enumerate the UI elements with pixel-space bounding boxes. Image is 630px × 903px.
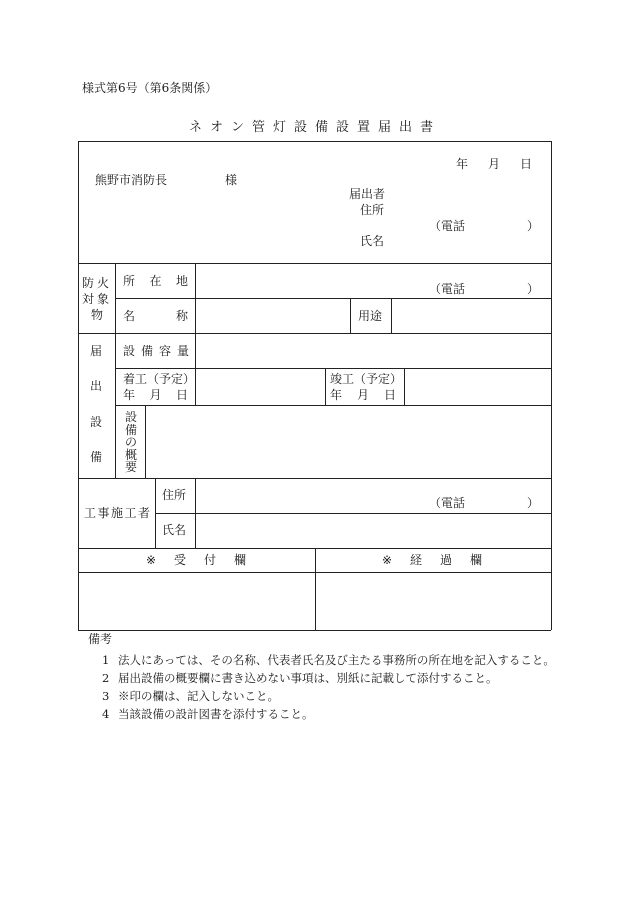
fire-object-group-line-2: 対象 xyxy=(82,292,113,306)
date-day-label: 日 xyxy=(519,157,532,171)
contractor-char: 事 xyxy=(97,506,110,520)
overview-char: 備 xyxy=(124,422,137,437)
overview-char: 設 xyxy=(124,410,137,424)
construction-start-label: 着工（予定） xyxy=(123,372,196,386)
notifier-label: 届出者 xyxy=(349,187,386,201)
fire-object-group-label xyxy=(82,275,112,323)
progress-char: 経 xyxy=(410,553,423,567)
reception-char: 欄 xyxy=(233,553,246,567)
form-number-label: 様式第6号（第6条関係） xyxy=(82,81,218,95)
remark-number: 4 xyxy=(102,707,110,721)
remark-note xyxy=(102,709,314,721)
start-month-label: 月 xyxy=(149,388,162,402)
reception-char: 付 xyxy=(203,553,216,567)
fire-object-group-line-3: 物 xyxy=(90,308,103,322)
remark-text: 当該設備の設計図書を添付すること。 xyxy=(118,707,314,721)
overview-char: の xyxy=(124,435,137,449)
end-day-label: 日 xyxy=(383,388,396,402)
location-label xyxy=(123,275,188,287)
location-phone-open: （電話 xyxy=(429,282,466,296)
notifier-phone-open: （電話 xyxy=(429,219,466,233)
overview-char: 要 xyxy=(124,460,137,474)
progress-column-label xyxy=(382,554,482,566)
equipment-group-char: 設 xyxy=(89,414,102,429)
contractor-phone-close: ） xyxy=(527,496,540,510)
overview-char: 概 xyxy=(124,447,137,462)
remark-number: 3 xyxy=(102,689,110,703)
capacity-char: 設 xyxy=(123,344,136,358)
reception-column-label xyxy=(146,554,246,566)
start-year-label: 年 xyxy=(123,388,136,402)
equipment-group-label xyxy=(86,345,106,463)
progress-char: 過 xyxy=(439,553,452,567)
remark-text: 法人にあっては、その名称、代表者氏名及び主たる事務所の所在地を記入すること。 xyxy=(118,653,555,667)
remark-note xyxy=(102,691,279,703)
end-year-label: 年 xyxy=(330,388,343,402)
remark-note xyxy=(102,655,555,667)
remark-number: 2 xyxy=(102,671,110,685)
equipment-group-char: 備 xyxy=(89,449,102,464)
contractor-phone-open: （電話 xyxy=(429,496,466,510)
location-char: 在 xyxy=(149,274,162,288)
contractor-address-label: 住所 xyxy=(162,488,187,502)
submission-date xyxy=(456,158,532,170)
equipment-capacity-label xyxy=(123,345,189,357)
object-name-label xyxy=(123,310,188,322)
reception-char: 受 xyxy=(174,553,187,567)
contractor-char: 工 xyxy=(124,506,137,520)
honorific-label: 様 xyxy=(225,173,238,187)
remark-number: 1 xyxy=(102,653,110,667)
notifier-address-label: 住所 xyxy=(360,203,385,217)
date-year-label: 年 xyxy=(456,157,469,171)
equipment-overview-label xyxy=(123,411,139,474)
fire-object-group-line-1: 防火 xyxy=(82,276,113,290)
remark-note xyxy=(102,673,498,685)
capacity-char: 容 xyxy=(158,344,171,358)
remark-text: 届出設備の概要欄に書き込めない事項は、別紙に記載して添付すること。 xyxy=(118,671,498,685)
contractor-name-label: 氏名 xyxy=(162,523,187,537)
object-name-char: 称 xyxy=(175,309,188,323)
capacity-char: 量 xyxy=(176,344,189,358)
date-month-label: 月 xyxy=(487,157,500,171)
start-day-label: 日 xyxy=(175,388,188,402)
progress-char: 欄 xyxy=(469,553,482,567)
reception-char: ※ xyxy=(146,553,157,567)
contractor-char: 施 xyxy=(110,506,123,520)
addressee-label: 熊野市消防長 xyxy=(95,173,168,187)
equipment-group-char: 出 xyxy=(89,379,102,394)
location-char: 所 xyxy=(123,274,136,288)
construction-end-date xyxy=(330,389,396,401)
location-phone-close: ） xyxy=(527,282,540,296)
page-title: ネオン管灯設備設置届出書 xyxy=(188,120,441,135)
contractor-label xyxy=(84,507,150,519)
use-label: 用途 xyxy=(358,309,383,323)
end-month-label: 月 xyxy=(356,388,369,402)
remarks-heading: 備考 xyxy=(88,632,113,646)
capacity-char: 備 xyxy=(140,344,153,358)
location-char: 地 xyxy=(175,274,188,288)
remark-text: ※印の欄は、記入しないこと。 xyxy=(118,689,279,703)
equipment-group-char: 届 xyxy=(89,344,102,358)
notifier-name-label: 氏名 xyxy=(360,234,385,248)
construction-end-label: 竣工（予定） xyxy=(330,372,403,386)
notifier-phone-close: ） xyxy=(527,219,540,233)
contractor-char: 者 xyxy=(137,506,150,520)
construction-start-date xyxy=(123,389,188,401)
progress-char: ※ xyxy=(382,553,393,567)
contractor-char: 工 xyxy=(84,506,97,520)
object-name-char: 名 xyxy=(123,309,136,323)
